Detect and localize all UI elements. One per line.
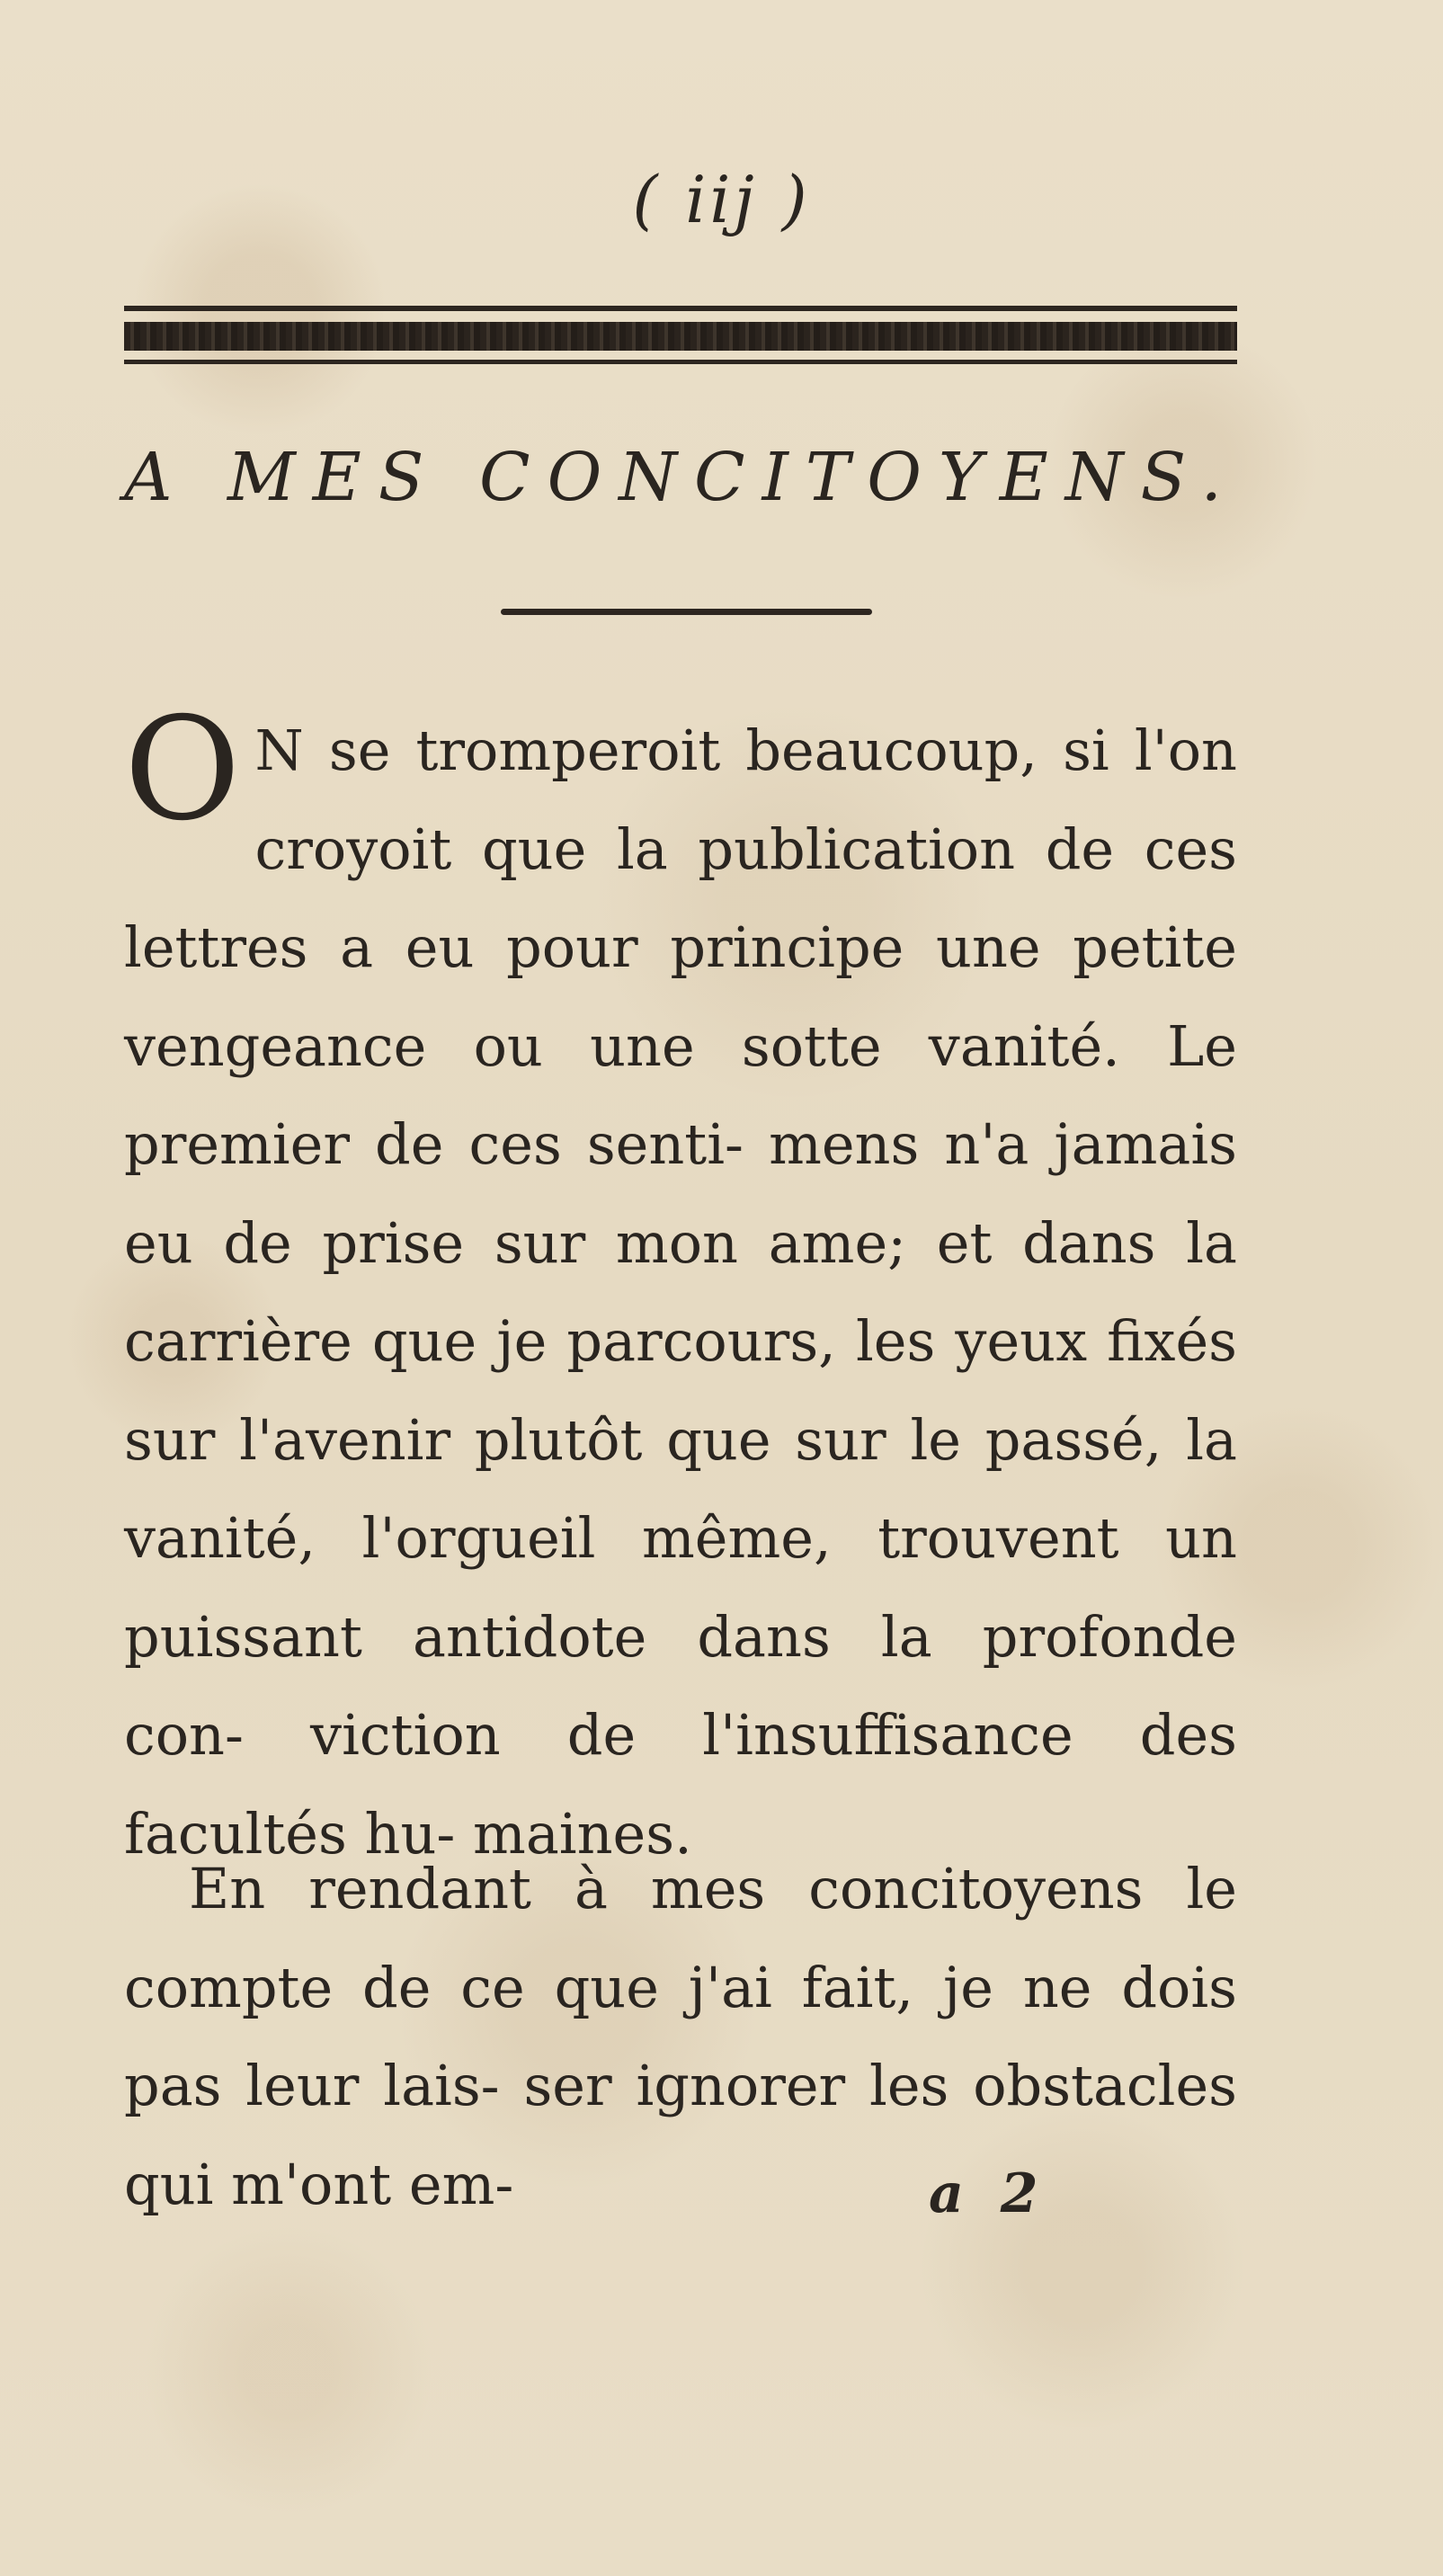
chapter-heading: A MES CONCITOYENS. bbox=[124, 439, 1240, 516]
heading-divider bbox=[501, 609, 872, 615]
paragraph-1-text: N se tromperoit beaucoup, si l'on croyoit que la publication de ces lettres a eu pour principe une petite vengeance ou une sotte vanité. Le premier de ces senti- mens n'a jamais eu de prise sur mon ame; et dans la carrière que je parcours, les yeux fixés sur l'avenir plutôt que sur le passé, la vanité, l'orgueil même, trouvent un puissant antidote dans la profonde con- viction de l'insuffisance des facultés hu- maines. bbox=[124, 718, 1237, 1867]
header-rule-top bbox=[124, 306, 1237, 311]
page-number: ( iij ) bbox=[632, 162, 811, 237]
paragraph-1 bbox=[124, 687, 1237, 1883]
signature-mark: a 2 bbox=[929, 2162, 1047, 2225]
paragraph-2: En rendant à mes concitoyens le compte de ce que j'ai fait, je ne dois pas leur lais- ser ignorer les obstacles qui m'ont em- bbox=[124, 1856, 1237, 2217]
header-ornament-band bbox=[124, 322, 1237, 351]
drop-cap: O bbox=[124, 687, 241, 852]
header-rule-bottom bbox=[124, 360, 1237, 364]
